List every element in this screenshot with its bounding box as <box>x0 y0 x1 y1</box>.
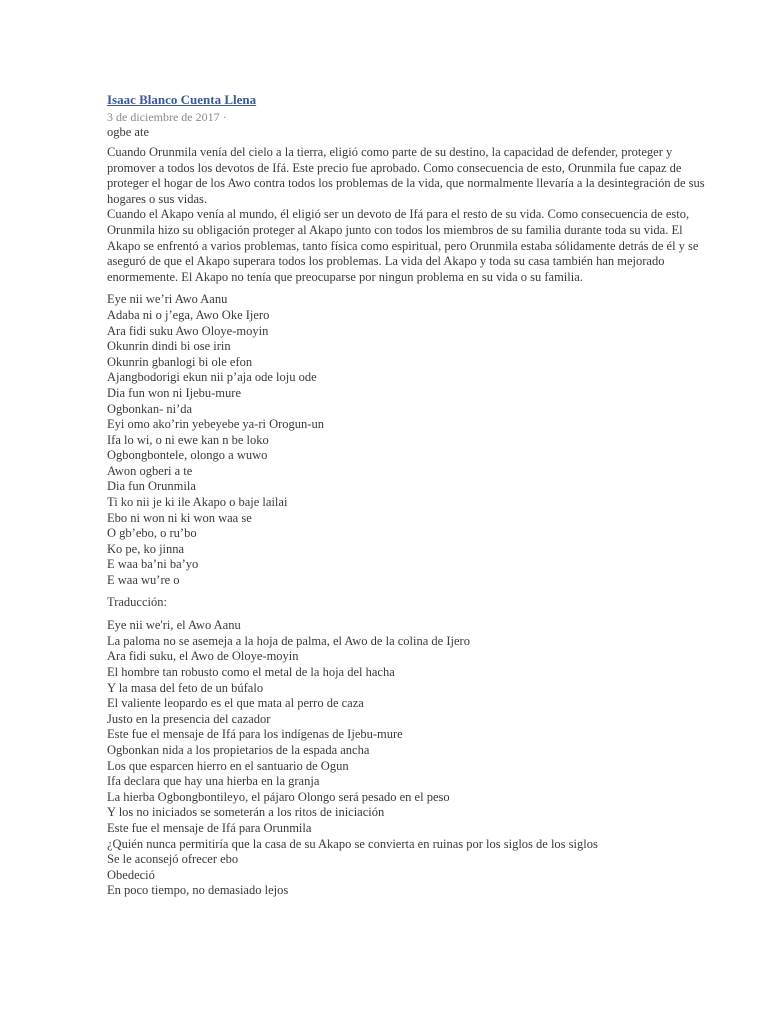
verse-line: Ogbongbontele, olongo a wuwo <box>107 448 268 463</box>
intro-text <box>107 145 707 285</box>
verse-line: Ajangbodorigi ekun nii p’aja ode loju ode <box>107 370 317 385</box>
translation-line: En poco tiempo, no demasiado lejos <box>107 883 289 898</box>
post-date: 3 de diciembre de 2017 · <box>107 110 227 124</box>
verse-line: Adaba ni o j’ega, Awo Oke Ijero <box>107 307 270 322</box>
verse-line: Ogbonkan- ni’da <box>107 401 193 416</box>
translation-line: Este fue el mensaje de Ifá para los indígenas de Ijebu-mure <box>107 727 403 742</box>
translation-line: Ogbonkan nida a los propietarios de la espada ancha <box>107 742 370 757</box>
yoruba-verse <box>107 292 707 588</box>
translation-line: Este fue el mensaje de Ifá para Orunmila <box>107 820 312 835</box>
verse-line: Ifa lo wi, o ni ewe kan n be loko <box>107 432 269 447</box>
translation-verse <box>107 618 707 899</box>
translation-line: Los que esparcen hierro en el santuario de Ogun <box>107 758 349 773</box>
verse-line: Ara fidi suku Awo Oloye-moyin <box>107 323 269 338</box>
translation-line: Eye nii we'ri, el Awo Aanu <box>107 618 241 633</box>
translation-line: Justo en la presencia del cazador <box>107 711 271 726</box>
verse-line: Dia fun won ni Ijebu-mure <box>107 385 241 400</box>
translation-line: Ifa declara que hay una hierba en la granja <box>107 774 320 789</box>
intro-paragraph: Cuando el Akapo venía al mundo, él eligió ser un devoto de Ifá para el resto de su vida. Como consecuencia de esto, Orunmila hizo su obligación proteger al Akapo junto con todos los miembros de su familia durante toda su vida. El Akapo se enfrentó a varios problemas, tanto física como espiritual, pero Orunmila estaba sólidamente detrás de él y se aseguró de que el Akapo superara todos los problemas. La vida del Akapo y toda su casa también han mejorado enormemente. El Akapo no tenía que preocuparse por ningun problema en su vida o su familia. <box>107 207 699 284</box>
translation-line: ¿Quién nunca permitiría que la casa de su Akapo se convierta en ruinas por los siglos de los siglos <box>107 836 598 851</box>
verse-line: O gb’ebo, o ru’bo <box>107 526 197 541</box>
verse-line: E waa wu’re o <box>107 573 180 588</box>
verse-line: Dia fun Orunmila <box>107 479 196 494</box>
translation-line: Ara fidi suku, el Awo de Oloye-moyin <box>107 649 299 664</box>
post-content <box>107 90 707 899</box>
translation-line: Y la masa del feto de un búfalo <box>107 680 264 695</box>
verse-line: Ti ko nii je ki ile Akapo o baje lailai <box>107 495 288 510</box>
translation-line: La hierba Ogbongbontileyo, el pájaro Olongo será pesado en el peso <box>107 789 450 804</box>
translation-line: Se le aconsejó ofrecer ebo <box>107 852 239 867</box>
translation-line: El hombre tan robusto como el metal de la hoja del hacha <box>107 665 395 679</box>
translation-line: El valiente leopardo es el que mata al perro de caza <box>107 696 364 711</box>
author-link[interactable]: Isaac Blanco Cuenta Llena <box>107 92 257 107</box>
verse-line: E waa ba’ni ba’yo <box>107 557 199 572</box>
verse-line: Awon ogberi a te <box>107 463 193 478</box>
translation-line: Obedeció <box>107 867 155 882</box>
verse-line: Okunrin gbanlogi bi ole efon <box>107 354 253 369</box>
verse-line: Ebo ni won ni ki won waa se <box>107 510 252 525</box>
translation-label: Traducción: <box>107 594 167 609</box>
post-tag: ogbe ate <box>107 125 149 139</box>
verse-line: Eye nii we’ri Awo Aanu <box>107 292 228 307</box>
translation-line: La paloma no se asemeja a la hoja de palma, el Awo de la colina de Ijero <box>107 633 470 648</box>
verse-line: Eyi omo ako’rin yebeyebe ya-ri Orogun-un <box>107 417 324 432</box>
intro-paragraph: Cuando Orunmila venía del cielo a la tierra, eligió como parte de su destino, la capacidad de defender, proteger y promover a todos los devotos de Ifá. Este precio fue aprobado. Como consecuencia de esto, Orunmila fue capaz de proteger el hogar de los Awo contra todos los problemas de la vida, que normalmente llevaría a la desintegración de sus hogares o sus vidas. <box>107 145 705 206</box>
verse-line: Ko pe, ko jinna <box>107 541 185 556</box>
translation-line: Y los no iniciados se someterán a los ritos de iniciación <box>107 805 385 820</box>
verse-line: Okunrin dindi bi ose irin <box>107 339 231 354</box>
